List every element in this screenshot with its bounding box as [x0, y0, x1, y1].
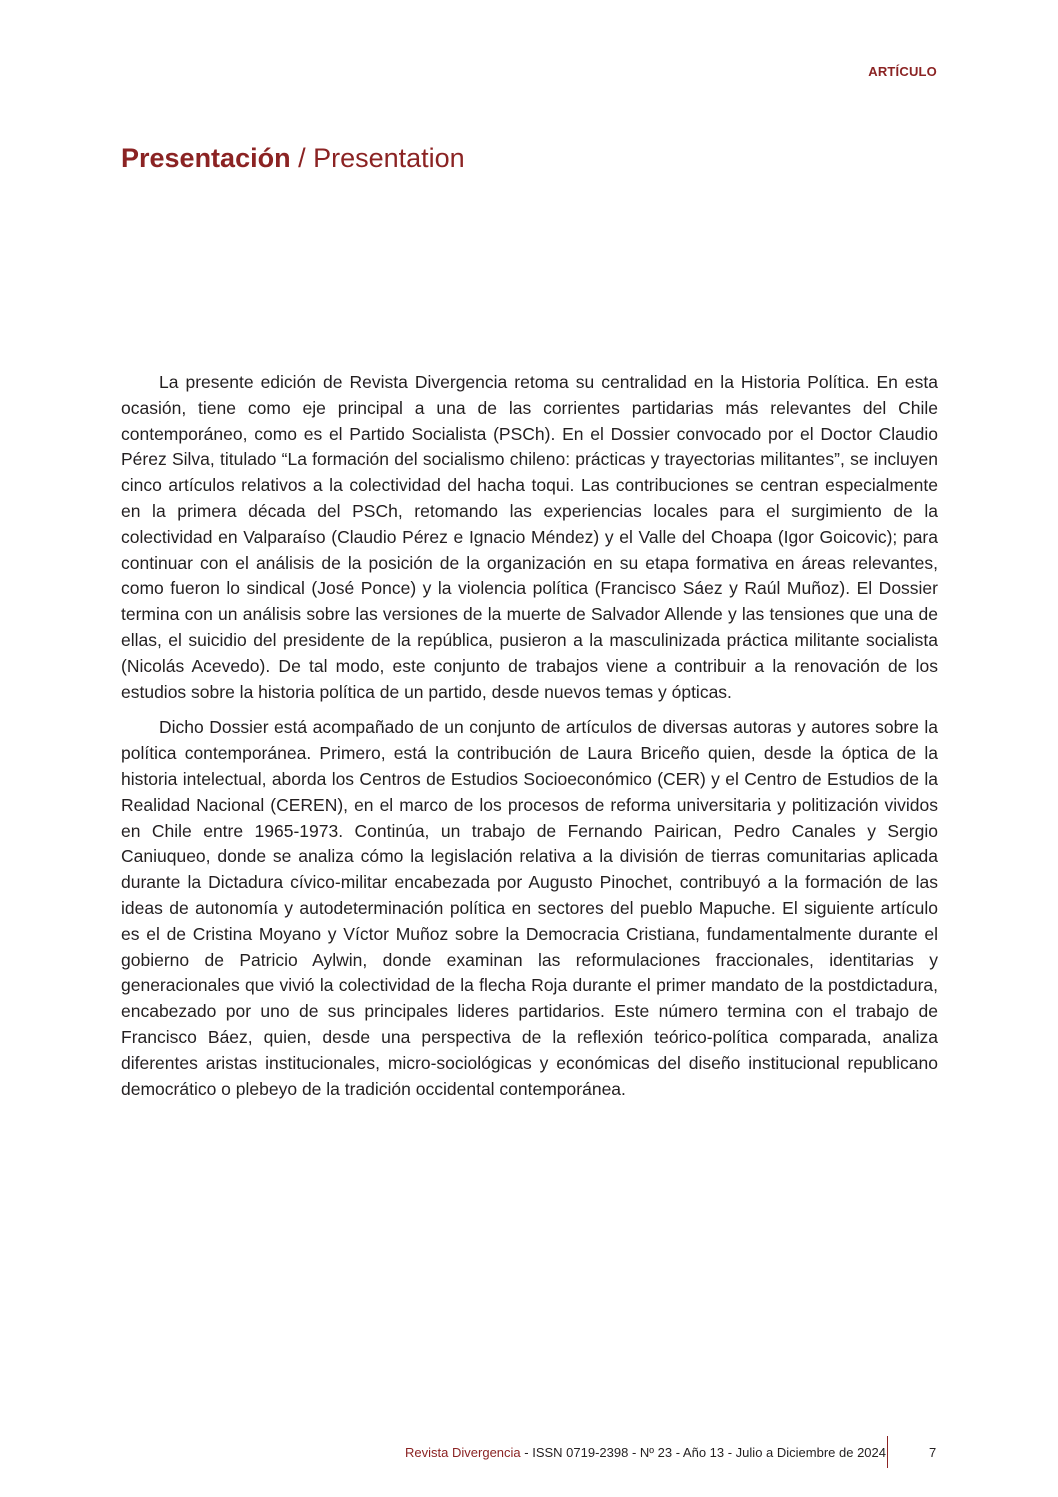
footer-citation	[405, 1445, 886, 1461]
page-number: 7	[929, 1445, 937, 1460]
footer-divider	[887, 1436, 888, 1468]
footer-issue-details: - ISSN 0719-2398 - Nº 23 - Año 13 - Julio a Diciembre de 2024	[520, 1445, 886, 1460]
section-label: ARTÍCULO	[868, 64, 937, 79]
footer-journal-name: Revista Divergencia	[405, 1445, 521, 1460]
page-title	[121, 140, 465, 176]
title-spanish: Presentación	[121, 143, 291, 173]
article-body	[121, 370, 938, 1112]
title-english: Presentation	[313, 143, 465, 173]
title-separator: /	[290, 143, 314, 173]
paragraph-other-articles: Dicho Dossier está acompañado de un conjunto de artículos de diversas autoras y autores sobre la política contemporánea. Primero, está la contribución de Laura Briceño quien, desde la óptica de la historia intelectual, aborda los Centros de Estudios Socioeconómico (CER) y el Centro de Estudios de la Realidad Nacional (CEREN), en el marco de los procesos de reforma universitaria y politización vividos en Chile entre 1965-1973. Continúa, un trabajo de Fernando Pairican, Pedro Canales y Sergio Caniuqueo, donde se analiza cómo la legislación relativa a la división de tierras comunitarias aplicada durante la Dictadura cívico-militar encabezada por Augusto Pinochet, contribuyó a la formación de las ideas de autonomía y autodeterminación política en sectores del pueblo Mapuche. El siguiente artículo es el de Cristina Moyano y Víctor Muñoz sobre la Democracia Cristiana, fundamentalmente durante el gobierno de Patricio Aylwin, donde examinan las reformulaciones fraccionales, identitarias y generacionales que vivió la colectividad de la flecha Roja durante el primer mandato de la postdictadura, encabezado por uno de sus principales lideres partidarios. Este número termina con el trabajo de Francisco Báez, quien, desde una perspectiva de la reflexión teórico-política comparada, analiza diferentes aristas institucionales, micro-sociológicas y económicas del diseño institucional republicano democrático o plebeyo de la tradición occidental contemporánea.	[121, 717, 938, 1099]
paragraph-dossier-intro: La presente edición de Revista Divergencia retoma su centralidad en la Historia Política. En esta ocasión, tiene como eje principal a una de las corrientes partidarias más relevantes del Chile contemporáneo, como es el Partido Socialista (PSCh). En el Dossier convocado por el Doctor Claudio Pérez Silva, titulado “La formación del socialismo chileno: prácticas y trayectorias militantes”, se incluyen cinco artículos relativos a la colectividad del hacha toqui. Las contribuciones se centran especialmente en la primera década del PSCh, retomando las experiencias locales para el surgimiento de la colectividad en Valparaíso (Claudio Pérez e Ignacio Méndez) y el Valle del Choapa (Igor Goicovic); para continuar con el análisis de la posición de la organización en su etapa formativa en áreas relevantes, como fueron lo sindical (José Ponce) y la violencia política (Francisco Sáez y Raúl Muñoz). El Dossier termina con un análisis sobre las versiones de la muerte de Salvador Allende y las tensiones que una de ellas, el suicidio del presidente de la república, pusieron a la masculinizada práctica militante socialista (Nicolás Acevedo). De tal modo, este conjunto de trabajos viene a contribuir a la renovación de los estudios sobre la historia política de un partido, desde nuevos temas y ópticas.	[121, 372, 938, 702]
